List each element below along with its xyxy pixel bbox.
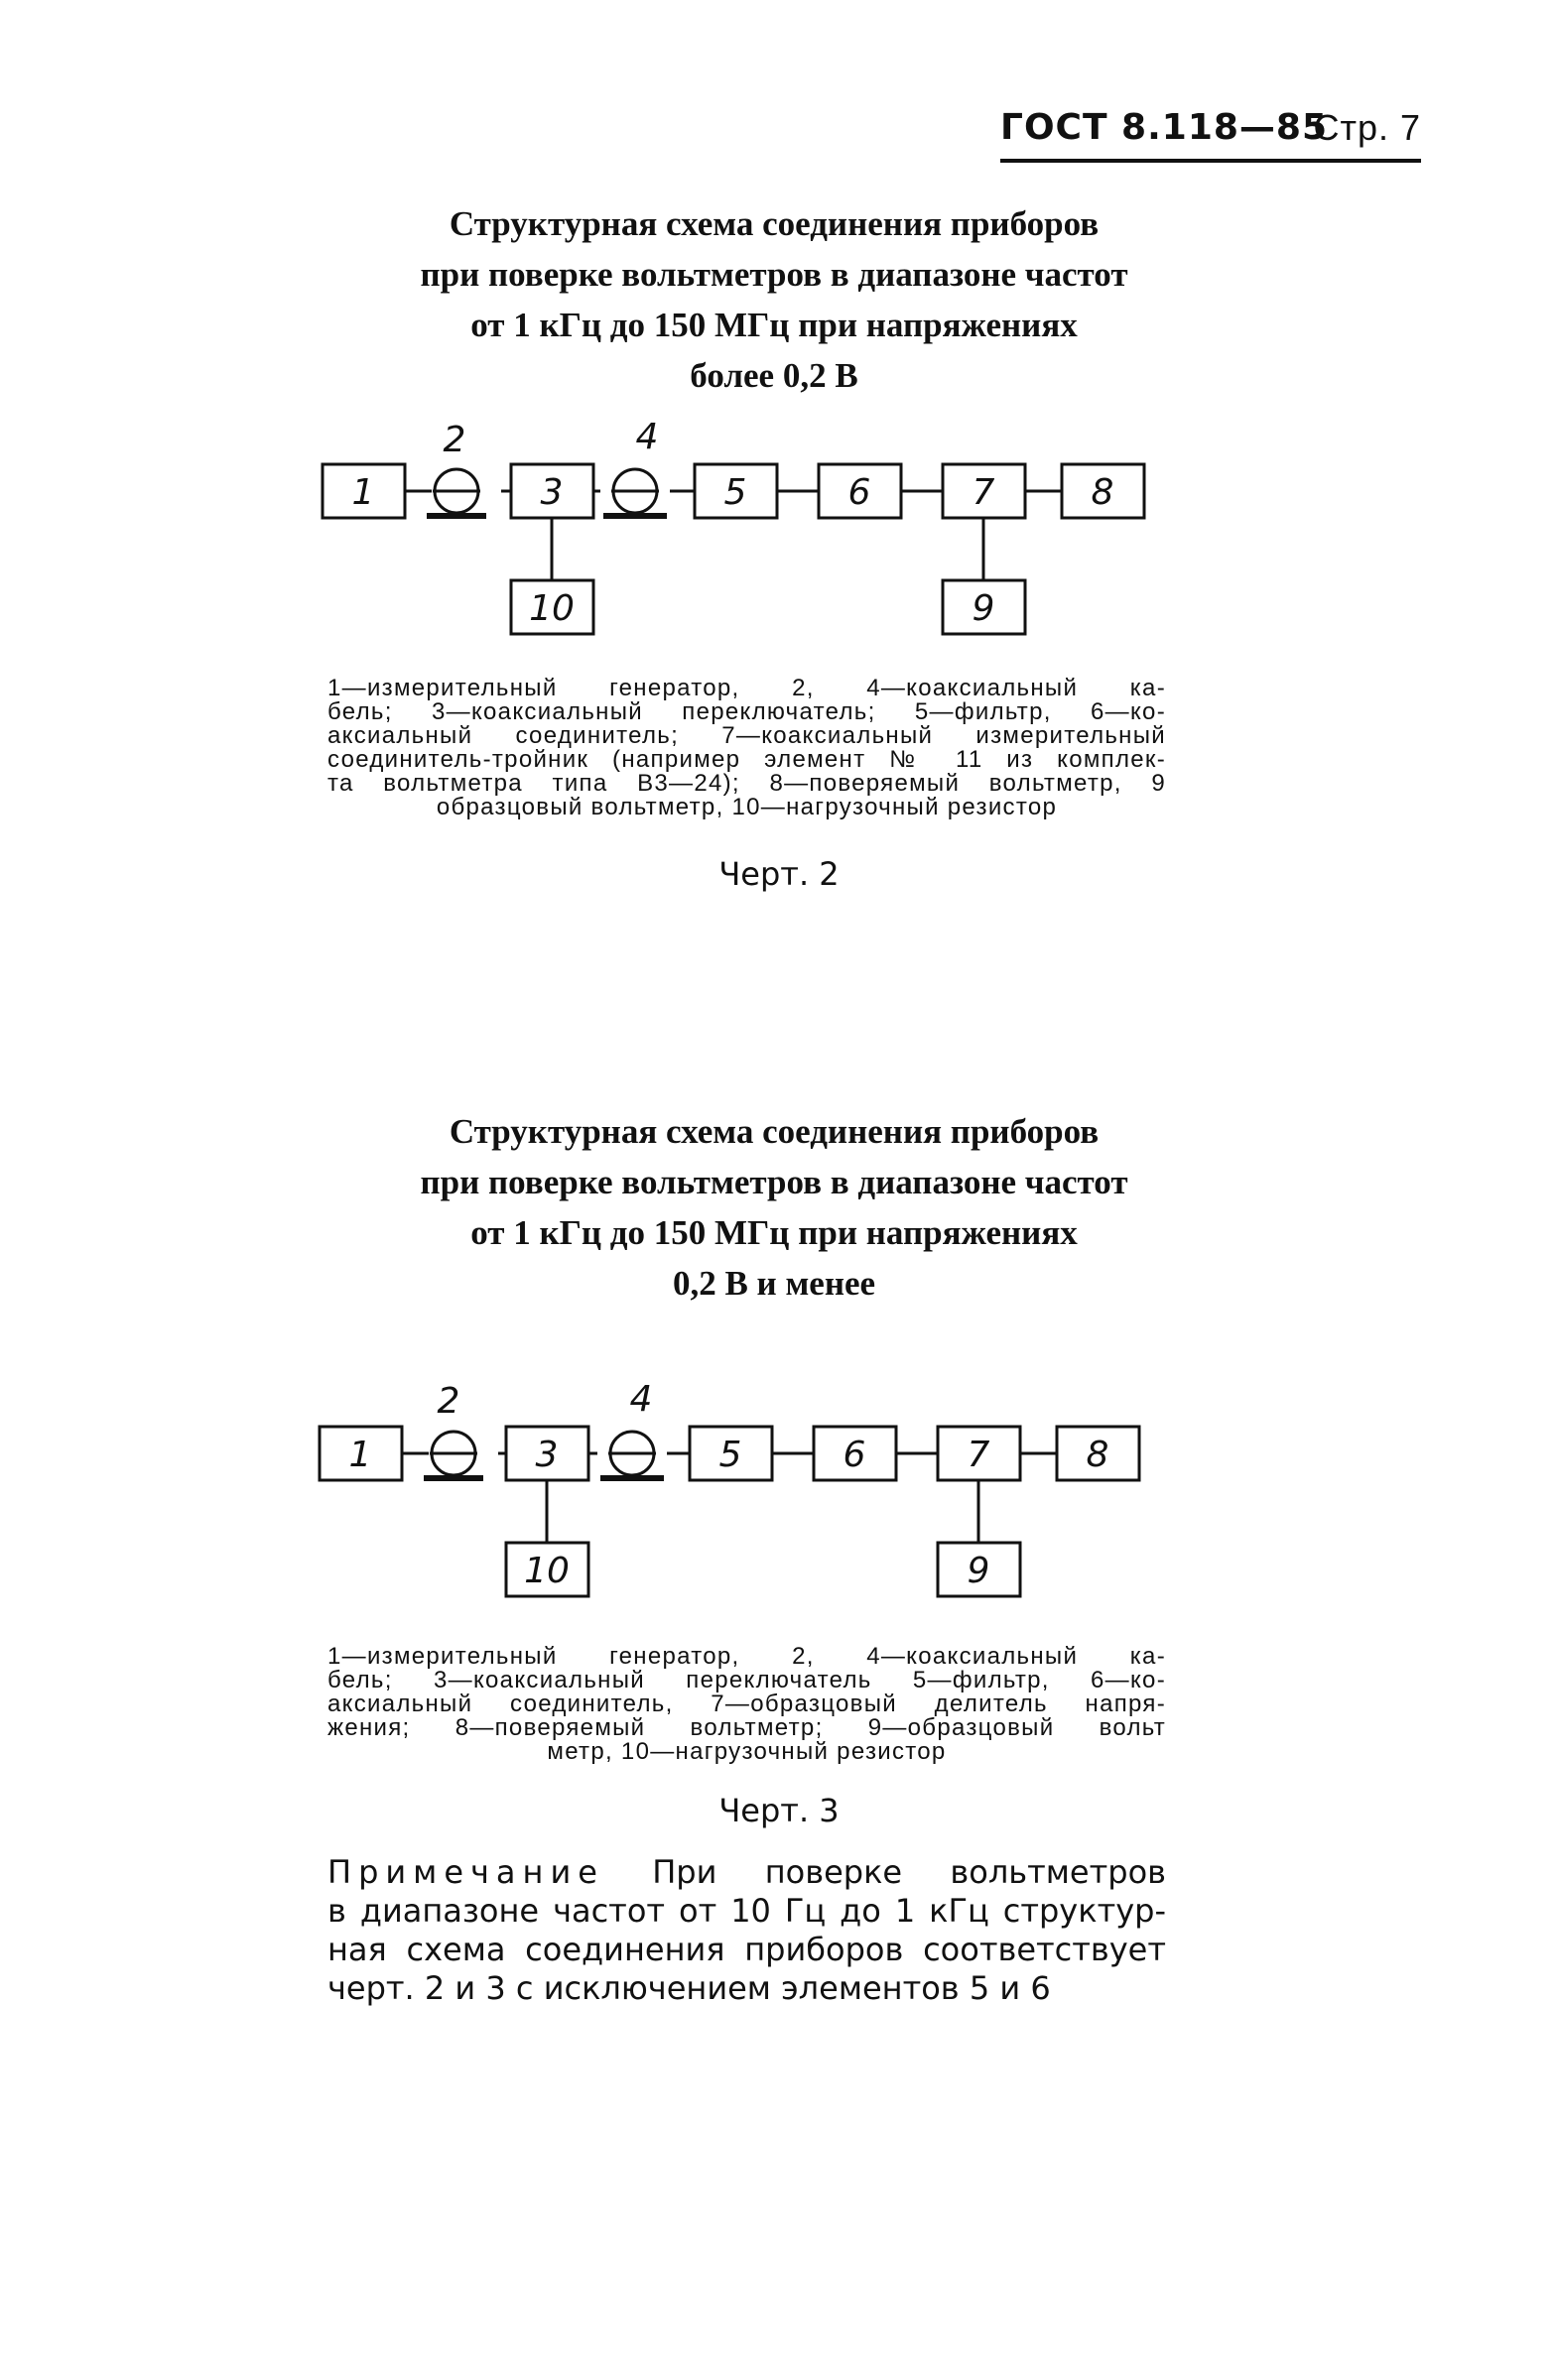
box-7-label: 7: [972, 472, 995, 513]
box-5-label: 5: [723, 472, 747, 513]
page-number: Стр. 7: [1313, 107, 1421, 148]
figure2-title-line: Структурная схема соединения приборов: [449, 204, 1100, 243]
legend-line: аксиальный соединитель; 7—коаксиальный измерительный: [327, 722, 1166, 749]
legend-line: та вольтметра типа В3—24); 8—поверяемый вольтметр, 9: [327, 770, 1166, 797]
legend-line: соединитель-тройник (например элемент № 11 из комплек-: [327, 746, 1166, 773]
legend-line: 1—измерительный генератор, 2, 4—коаксиальный ка-: [327, 675, 1166, 701]
legend-line: метр, 10—нагрузочный резистор: [547, 1738, 947, 1765]
note-heading: Примечание: [327, 1853, 604, 1891]
box-10-label: 10: [524, 1551, 570, 1591]
figure3-title-line: при поверке вольтметров в диапазоне частот: [420, 1163, 1128, 1201]
note-line: черт. 2 и 3 с исключением элементов 5 и 6: [327, 1969, 1051, 2007]
box-5-label: 5: [718, 1435, 742, 1475]
legend-line: образцовый вольтметр, 10—нагрузочный резистор: [436, 794, 1058, 820]
box-9-label: 9: [967, 1551, 990, 1591]
figure3-title-line: Структурная схема соединения приборов: [449, 1112, 1100, 1151]
figure2-diagram: [298, 417, 1191, 645]
box-3-label: 3: [540, 472, 564, 513]
cable-4-label: 4: [629, 1379, 653, 1420]
box-6-label: 6: [843, 1435, 866, 1475]
box-7-label: 7: [967, 1435, 990, 1475]
legend-line: бель; 3—коаксиальный переключатель; 5—фильтр, 6—ко-: [327, 698, 1166, 725]
box-10-label: 10: [529, 588, 575, 629]
legend-line: аксиальный соединитель, 7—образцовый делитель напря-: [327, 1691, 1166, 1717]
header-rule: [1000, 159, 1421, 163]
figure2-title-line: более 0,2 В: [690, 356, 858, 395]
note-line: [327, 1853, 1166, 1892]
page-header: [1000, 107, 1421, 163]
box-1-label: 1: [351, 472, 375, 513]
figure2-caption: Черт. 2: [718, 855, 840, 893]
box-9-label: 9: [972, 588, 995, 629]
figure3-caption: Черт. 3: [718, 1792, 840, 1829]
figure3-diagram: [298, 1371, 1191, 1599]
figure2-title-line: при поверке вольтметров в диапазоне частот: [420, 255, 1128, 294]
legend-line: жения; 8—поверяемый вольтметр; 9—образцовый вольт: [327, 1714, 1166, 1741]
cable-2-label: 2: [437, 1381, 460, 1422]
figure3-title: [327, 1106, 1221, 1309]
figure2-legend: [327, 677, 1166, 819]
legend-line: 1—измерительный генератор, 2, 4—коаксиальный ка-: [327, 1643, 1166, 1670]
cable-2-label: 2: [443, 420, 466, 460]
box-8-label: 8: [1091, 472, 1114, 513]
figure2-title-line: от 1 кГц до 150 МГц при напряжениях: [470, 306, 1078, 344]
box-6-label: 6: [847, 472, 871, 513]
figure2-title: [327, 198, 1221, 401]
box-1-label: 1: [348, 1435, 372, 1475]
note-line: в диапазоне частот от 10 Гц до 1 кГц структур-: [327, 1892, 1166, 1930]
note-line1-rest: При поверке вольтметров: [652, 1853, 1167, 1891]
figure3-title-line: от 1 кГц до 150 МГц при напряжениях: [470, 1213, 1078, 1252]
figure3-legend: [327, 1645, 1166, 1764]
figure3-title-line: 0,2 В и менее: [672, 1264, 876, 1303]
note-line: ная схема соединения приборов соответствует: [327, 1931, 1166, 1968]
legend-line: бель; 3—коаксиальный переключатель 5—фильтр, 6—ко-: [327, 1667, 1166, 1693]
cable-4-label: 4: [635, 417, 659, 457]
box-8-label: 8: [1086, 1435, 1109, 1475]
box-3-label: 3: [535, 1435, 559, 1475]
note: [327, 1853, 1166, 2008]
standard-code: ГОСТ 8.118—85: [1000, 107, 1329, 148]
